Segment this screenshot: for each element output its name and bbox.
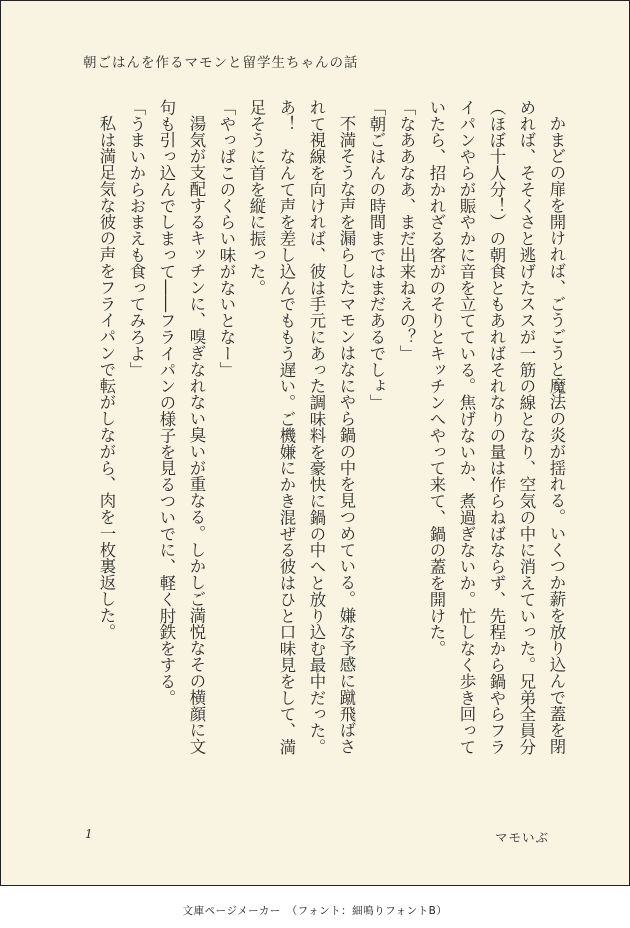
author-name: マモいぶ <box>494 830 549 845</box>
narration-paragraph: 不満そうな声を漏らしたマモンはなにやら鍋の中を見つめている。嫌な予感に蹴飛ばされて視線を向ければ、彼は手元にあった調味料を豪快に鍋の中へと放り込む最中だった。あ！ なんて声を差し込んでももう遅い。ご機嫌にかき混ぜる彼はひと口味見をして、満足そうに首を縦に振った。 <box>247 99 356 755</box>
story-title: 朝ごはんを作るマモンと留学生ちゃんの話 <box>83 55 359 71</box>
dialog-line: 「うまいからおまえも食ってみろよ」 <box>127 99 146 378</box>
narration-paragraph: 湯気が支配するキッチンに、嗅ぎなれない臭いが重なる。しかしご満悦なその横顔に文句も引っ込んでしまって――フライパンの様子を見るついでに、軽く肘鉄をする。 <box>157 99 206 755</box>
generator-credit: 文庫ページメーカー （フォント：細鳴りフォントB） <box>182 905 448 917</box>
dialog-line: 「なああなあ、まだ出来ねえの？」 <box>397 99 416 362</box>
narration-paragraph: かまどの扉を開ければ、ごうごうと魔法の炎が揺れる。いくつか薪を放り込んで蓋を閉めれば、そそくさと逃げたススが一筋の線となり、空気の中に消えていった。兄弟全員分（ほぼ十人分！）の朝食ともあればそれなりの量は作らねばならず、先程から鍋やらフライパンやらが賑やかに音を立てている。焦げないか、煮過ぎないか。忙しなく歩き回っていたら、招かれざる客がのそりとキッチンへやって来て、鍋の蓋を開けた。 <box>427 99 566 755</box>
narration-paragraph: 私は満足気な彼の声をフライパンで転がしながら、肉を一枚裏返した。 <box>97 115 116 641</box>
vertical-body-text <box>71 99 571 769</box>
dialog-line: 「朝ごはんの時間まではまだあるでしょ」 <box>367 99 386 411</box>
dialog-line: 「やっぱこのくらい味がないとなー」 <box>217 99 236 378</box>
page-number: 1 <box>85 827 93 841</box>
